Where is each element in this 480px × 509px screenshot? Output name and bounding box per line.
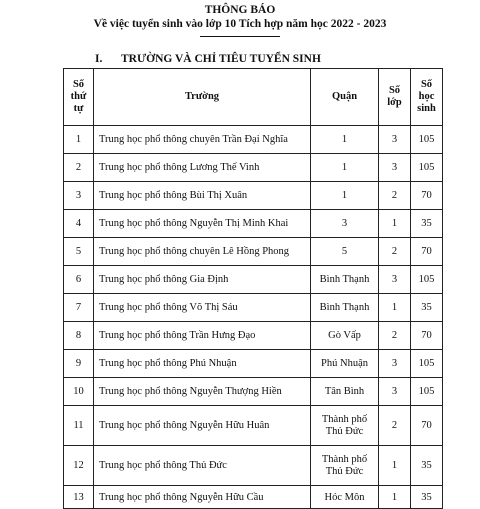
column-header-stt xyxy=(64,69,94,126)
row-stt: 11 xyxy=(64,406,94,446)
row-classes: 3 xyxy=(379,154,411,182)
header-line: Số xyxy=(72,79,85,90)
header-line: lớp xyxy=(387,97,402,108)
table-row xyxy=(64,322,443,350)
row-classes: 2 xyxy=(379,406,411,446)
row-district: Thành phố Thủ Đức xyxy=(311,406,379,446)
row-school: Trung học phổ thông chuyên Lê Hồng Phong xyxy=(94,238,311,266)
row-classes: 2 xyxy=(379,238,411,266)
row-classes: 3 xyxy=(379,350,411,378)
row-stt: 6 xyxy=(64,266,94,294)
row-classes: 3 xyxy=(379,126,411,154)
row-students: 105 xyxy=(411,350,443,378)
row-stt: 1 xyxy=(64,126,94,154)
table-row xyxy=(64,238,443,266)
row-stt: 2 xyxy=(64,154,94,182)
row-students: 70 xyxy=(411,322,443,350)
section-heading xyxy=(95,53,321,65)
row-students: 70 xyxy=(411,406,443,446)
row-classes: 1 xyxy=(379,446,411,486)
header-line: Số xyxy=(420,79,433,90)
row-district: 1 xyxy=(311,126,379,154)
row-district: Bình Thạnh xyxy=(311,266,379,294)
row-district: 3 xyxy=(311,210,379,238)
row-classes: 1 xyxy=(379,210,411,238)
table-row xyxy=(64,126,443,154)
row-stt: 9 xyxy=(64,350,94,378)
table-row xyxy=(64,210,443,238)
row-district: 1 xyxy=(311,154,379,182)
header-line: Số xyxy=(388,85,401,96)
row-students: 105 xyxy=(411,378,443,406)
table-row xyxy=(64,378,443,406)
row-stt: 8 xyxy=(64,322,94,350)
row-students: 35 xyxy=(411,446,443,486)
table-row xyxy=(64,486,443,509)
row-school: Trung học phổ thông Trần Hưng Đạo xyxy=(94,322,311,350)
header-line: sinh xyxy=(417,103,436,114)
table-row xyxy=(64,266,443,294)
row-classes: 2 xyxy=(379,322,411,350)
row-stt: 13 xyxy=(64,486,94,509)
table-row xyxy=(64,182,443,210)
row-students: 105 xyxy=(411,154,443,182)
row-stt: 5 xyxy=(64,238,94,266)
row-students: 35 xyxy=(411,486,443,509)
row-school: Trung học phổ thông Bùi Thị Xuân xyxy=(94,182,311,210)
table-row xyxy=(64,154,443,182)
row-district: Thành phố Thủ Đức xyxy=(311,446,379,486)
header-line: học xyxy=(418,91,435,102)
row-stt: 3 xyxy=(64,182,94,210)
row-classes: 3 xyxy=(379,378,411,406)
section-number: I. xyxy=(95,53,103,65)
row-school: Trung học phổ thông Nguyễn Thượng Hiền xyxy=(94,378,311,406)
row-school: Trung học phổ thông chuyên Trần Đại Nghĩa xyxy=(94,126,311,154)
row-classes: 1 xyxy=(379,486,411,509)
row-classes: 1 xyxy=(379,294,411,322)
title-underline xyxy=(200,36,280,37)
row-students: 105 xyxy=(411,126,443,154)
row-district: Phú Nhuận xyxy=(311,350,379,378)
column-header-district: Quận xyxy=(311,69,379,126)
row-stt: 4 xyxy=(64,210,94,238)
row-students: 35 xyxy=(411,294,443,322)
row-stt: 7 xyxy=(64,294,94,322)
table-row xyxy=(64,294,443,322)
table-row xyxy=(64,446,443,486)
row-students: 35 xyxy=(411,210,443,238)
row-classes: 3 xyxy=(379,266,411,294)
row-school: Trung học phổ thông Nguyễn Thị Minh Khai xyxy=(94,210,311,238)
row-district: Gò Vấp xyxy=(311,322,379,350)
column-header-students xyxy=(411,69,443,126)
row-school: Trung học phổ thông Thủ Đức xyxy=(94,446,311,486)
row-school: Trung học phổ thông Nguyễn Hữu Huân xyxy=(94,406,311,446)
row-school: Trung học phổ thông Gia Định xyxy=(94,266,311,294)
row-classes: 2 xyxy=(379,182,411,210)
column-header-classes xyxy=(379,69,411,126)
row-school: Trung học phổ thông Nguyễn Hữu Cầu xyxy=(94,486,311,509)
row-school: Trung học phổ thông Phú Nhuận xyxy=(94,350,311,378)
row-district: Tân Bình xyxy=(311,378,379,406)
row-students: 70 xyxy=(411,182,443,210)
row-district: 1 xyxy=(311,182,379,210)
row-stt: 10 xyxy=(64,378,94,406)
row-school: Trung học phổ thông Võ Thị Sáu xyxy=(94,294,311,322)
row-school: Trung học phổ thông Lương Thế Vinh xyxy=(94,154,311,182)
header-line: tự xyxy=(73,103,84,114)
row-students: 70 xyxy=(411,238,443,266)
document-title: THÔNG BÁO xyxy=(204,4,276,16)
row-district: Hóc Môn xyxy=(311,486,379,509)
row-stt: 12 xyxy=(64,446,94,486)
table-row xyxy=(64,350,443,378)
section-title: TRƯỜNG VÀ CHỈ TIÊU TUYỂN SINH xyxy=(121,53,321,65)
column-header-school: Trường xyxy=(94,69,311,126)
row-students: 105 xyxy=(411,266,443,294)
document-subtitle: Về việc tuyển sinh vào lớp 10 Tích hợp năm học 2022 - 2023 xyxy=(93,18,387,30)
admission-table xyxy=(63,68,443,509)
row-district: 5 xyxy=(311,238,379,266)
row-district: Bình Thạnh xyxy=(311,294,379,322)
header-line: thứ xyxy=(70,91,87,102)
table-row xyxy=(64,406,443,446)
